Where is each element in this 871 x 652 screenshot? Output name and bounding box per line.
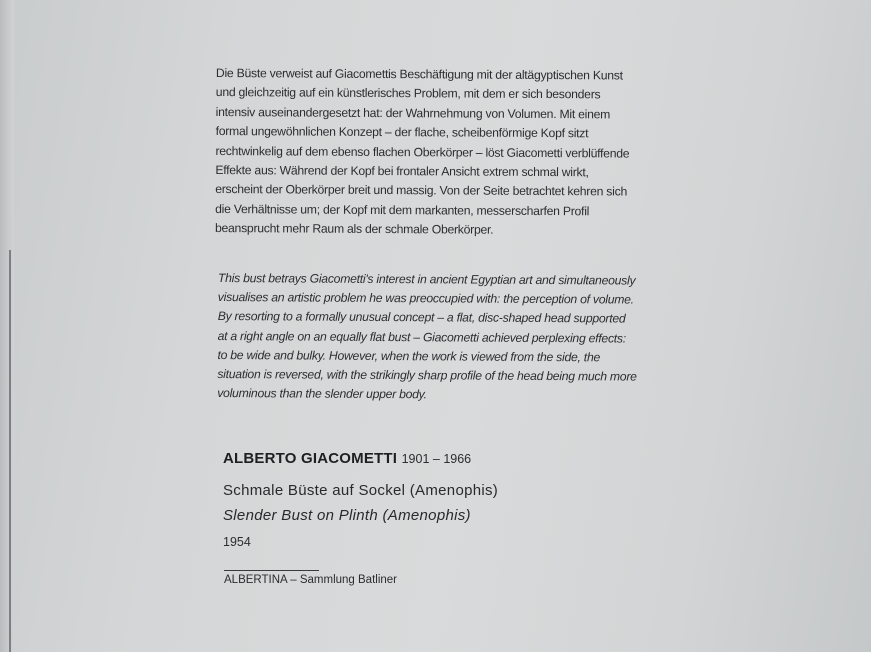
- description-german: Die Büste verweist auf Giacomettis Beschäftigung mit der altägyptischen Kunst und gleichzeitig auf ein künstlerisches Problem, mit dem er sich besonders intensiv auseinandergesetzt hat: der Wahrnehmung von Volumen. Mit einem formal ungewöhnlichen Konzept – der flache, scheibenförmige Kopf sitzt rechtwinkelig auf dem ebenso flachen Oberkörper – löst Giacometti verblüffende Effekte aus: Während der Kopf bei frontaler Ansicht extrem schmal wirkt, erscheint der Oberkörper breit und massig. Von der Seite betrachtet kehren sich die Verhältnisse um; der Kopf mit dem markanten, messerscharfen Profil beansprucht mehr Raum als der schmale Oberkörper.: [214, 65, 630, 237]
- artwork-title-english: Slender Bust on Plinth (Amenophis): [223, 507, 471, 524]
- collection-credit: ALBERTINA – Sammlung Batliner: [224, 574, 398, 586]
- artwork-year: 1954: [223, 535, 251, 549]
- wall-edge: [0, 0, 14, 652]
- artist-line: [223, 450, 471, 468]
- artist-dates: 1901 – 1966: [401, 452, 472, 466]
- wall-divider-line: [9, 250, 11, 652]
- credit-divider: [224, 570, 319, 571]
- description-english: This bust betrays Giacometti's interest in ancient Egyptian art and simultaneously visualises an artistic problem he was preoccupied with: the perception of volume. By resorting to a formally unusual concept – a flat, disc-shaped head supported at a right angle on an equally flat bust – Giacometti achieved perplexing effects: to be wide and bulky. However, when the work is viewed from the side, the situation is reversed, with the strikingly sharp profile of the head being much more voluminous than the slender upper body.: [217, 270, 637, 402]
- artwork-title-german: Schmale Büste auf Sockel (Amenophis): [223, 482, 499, 499]
- museum-label: [190, 40, 670, 652]
- artist-name: ALBERTO GIACOMETTI: [223, 450, 398, 467]
